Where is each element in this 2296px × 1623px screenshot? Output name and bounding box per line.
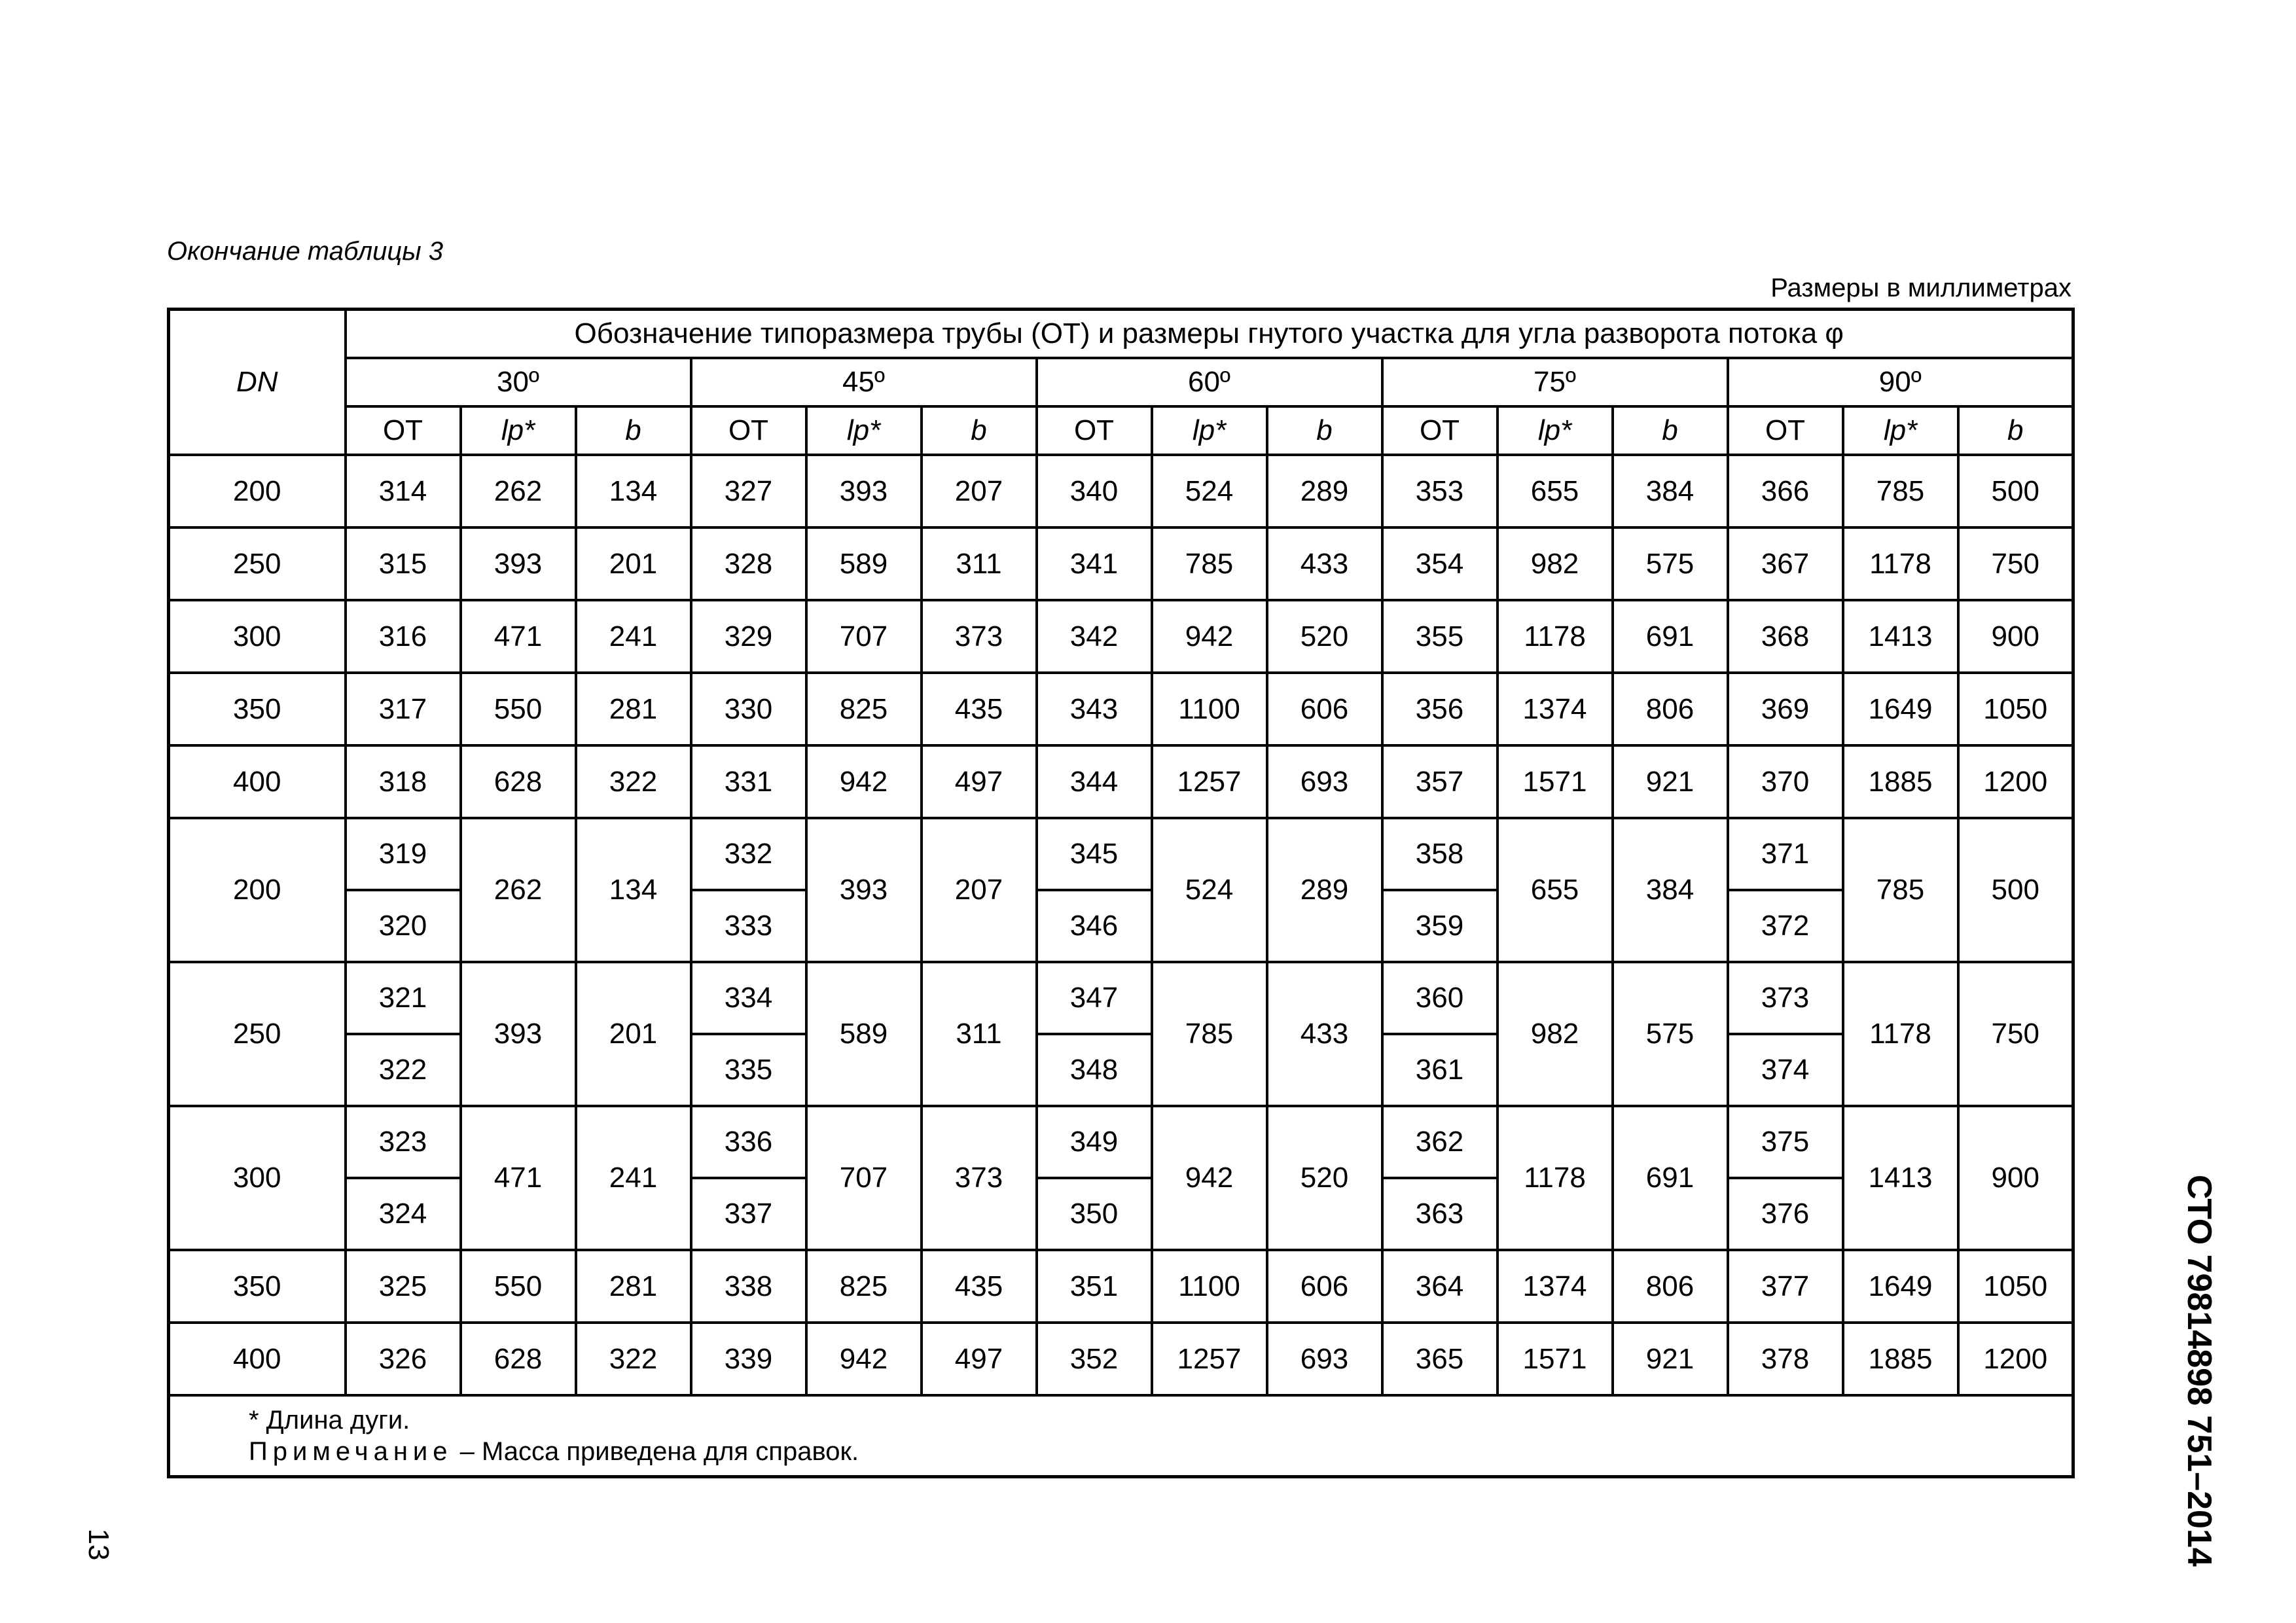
sub-header-b: b	[576, 406, 691, 455]
table-row	[169, 1106, 2073, 1178]
ot-cell: 363	[1382, 1178, 1498, 1250]
sub-header-lp: lp*	[806, 406, 922, 455]
table-row	[169, 527, 2073, 600]
b-cell: 900	[1958, 1106, 2073, 1250]
b-cell: 207	[922, 455, 1037, 527]
lp-cell: 785	[1843, 818, 1958, 962]
lp-cell: 982	[1498, 962, 1613, 1106]
lp-cell: 1100	[1152, 1250, 1267, 1323]
lp-cell: 1885	[1843, 1323, 1958, 1395]
ot-cell: 356	[1382, 673, 1498, 745]
sub-header-lp: lp*	[1498, 406, 1613, 455]
lp-cell: 628	[461, 745, 576, 818]
sub-header-lp: lp*	[1843, 406, 1958, 455]
b-cell: 289	[1267, 455, 1382, 527]
lp-cell: 1571	[1498, 745, 1613, 818]
angle-header: 90º	[1728, 358, 2073, 406]
lp-cell: 942	[1152, 1106, 1267, 1250]
lp-cell: 524	[1152, 818, 1267, 962]
lp-cell: 785	[1152, 962, 1267, 1106]
lp-cell: 1374	[1498, 673, 1613, 745]
b-cell: 311	[922, 527, 1037, 600]
ot-cell: 326	[346, 1323, 461, 1395]
table-row	[169, 818, 2073, 890]
b-cell: 435	[922, 1250, 1037, 1323]
ot-cell: 331	[691, 745, 806, 818]
ot-cell: 322	[346, 1034, 461, 1106]
sub-header-row	[169, 406, 2073, 455]
b-cell: 281	[576, 1250, 691, 1323]
sub-header-ot: ОТ	[691, 406, 806, 455]
lp-cell: 707	[806, 1106, 922, 1250]
b-cell: 750	[1958, 527, 2073, 600]
lp-cell: 825	[806, 673, 922, 745]
table-row	[169, 1178, 2073, 1250]
b-cell: 289	[1267, 818, 1382, 962]
note-label: Примечание	[249, 1437, 453, 1466]
table-notes	[169, 1395, 2073, 1477]
lp-cell: 393	[806, 818, 922, 962]
ot-cell: 318	[346, 745, 461, 818]
ot-cell: 342	[1037, 600, 1152, 673]
b-cell: 433	[1267, 962, 1382, 1106]
lp-cell: 1178	[1498, 1106, 1613, 1250]
ot-cell: 328	[691, 527, 806, 600]
sub-header-b: b	[1613, 406, 1728, 455]
b-cell: 691	[1613, 600, 1728, 673]
table-row	[169, 1034, 2073, 1106]
note-text: – Масса приведена для справок.	[452, 1437, 859, 1466]
lp-cell: 1178	[1843, 962, 1958, 1106]
table-row	[169, 1323, 2073, 1395]
document-code: СТО 79814898 751–2014	[2180, 1175, 2218, 1567]
ot-cell: 348	[1037, 1034, 1152, 1106]
b-cell: 435	[922, 673, 1037, 745]
b-cell: 500	[1958, 818, 2073, 962]
b-cell: 241	[576, 1106, 691, 1250]
angle-header: 60º	[1037, 358, 1382, 406]
b-cell: 1050	[1958, 673, 2073, 745]
ot-cell: 366	[1728, 455, 1843, 527]
dn-cell: 200	[169, 818, 346, 962]
b-cell: 806	[1613, 1250, 1728, 1323]
dn-cell: 350	[169, 673, 346, 745]
lp-cell: 524	[1152, 455, 1267, 527]
b-cell: 606	[1267, 673, 1382, 745]
lp-cell: 655	[1498, 455, 1613, 527]
lp-cell: 707	[806, 600, 922, 673]
ot-cell: 349	[1037, 1106, 1152, 1178]
sub-header-lp: lp*	[461, 406, 576, 455]
b-cell: 134	[576, 818, 691, 962]
b-cell: 921	[1613, 745, 1728, 818]
ot-cell: 336	[691, 1106, 806, 1178]
lp-cell: 393	[806, 455, 922, 527]
angle-header: 45º	[691, 358, 1037, 406]
b-cell: 750	[1958, 962, 2073, 1106]
ot-cell: 341	[1037, 527, 1152, 600]
ot-cell: 317	[346, 673, 461, 745]
ot-cell: 362	[1382, 1106, 1498, 1178]
b-cell: 606	[1267, 1250, 1382, 1323]
b-cell: 134	[576, 455, 691, 527]
ot-cell: 333	[691, 890, 806, 962]
b-cell: 384	[1613, 455, 1728, 527]
lp-cell: 589	[806, 962, 922, 1106]
ot-cell: 329	[691, 600, 806, 673]
ot-cell: 375	[1728, 1106, 1843, 1178]
lp-cell: 1257	[1152, 745, 1267, 818]
b-cell: 806	[1613, 673, 1728, 745]
b-cell: 433	[1267, 527, 1382, 600]
dn-cell: 350	[169, 1250, 346, 1323]
ot-cell: 334	[691, 962, 806, 1034]
ot-cell: 378	[1728, 1323, 1843, 1395]
lp-cell: 785	[1152, 527, 1267, 600]
table-row	[169, 962, 2073, 1034]
ot-cell: 330	[691, 673, 806, 745]
ot-cell: 338	[691, 1250, 806, 1323]
lp-cell: 1649	[1843, 673, 1958, 745]
footnote: * Длина дуги.	[249, 1406, 410, 1435]
lp-cell: 1413	[1843, 600, 1958, 673]
b-cell: 322	[576, 745, 691, 818]
lp-cell: 942	[806, 1323, 922, 1395]
ot-cell: 374	[1728, 1034, 1843, 1106]
ot-cell: 368	[1728, 600, 1843, 673]
ot-cell: 316	[346, 600, 461, 673]
b-cell: 900	[1958, 600, 2073, 673]
ot-cell: 354	[1382, 527, 1498, 600]
ot-cell: 357	[1382, 745, 1498, 818]
sub-header-lp: lp*	[1152, 406, 1267, 455]
ot-cell: 339	[691, 1323, 806, 1395]
sub-header-ot: ОТ	[1728, 406, 1843, 455]
ot-cell: 346	[1037, 890, 1152, 962]
lp-cell: 393	[461, 527, 576, 600]
ot-cell: 364	[1382, 1250, 1498, 1323]
ot-cell: 361	[1382, 1034, 1498, 1106]
b-cell: 1050	[1958, 1250, 2073, 1323]
lp-cell: 1885	[1843, 745, 1958, 818]
angle-header: 30º	[346, 358, 691, 406]
b-cell: 241	[576, 600, 691, 673]
b-cell: 207	[922, 818, 1037, 962]
ot-cell: 343	[1037, 673, 1152, 745]
dn-cell: 300	[169, 600, 346, 673]
b-cell: 201	[576, 962, 691, 1106]
ot-cell: 319	[346, 818, 461, 890]
ot-cell: 327	[691, 455, 806, 527]
lp-cell: 825	[806, 1250, 922, 1323]
table-row	[169, 890, 2073, 962]
b-cell: 497	[922, 1323, 1037, 1395]
ot-cell: 345	[1037, 818, 1152, 890]
lp-cell: 471	[461, 600, 576, 673]
ot-cell: 315	[346, 527, 461, 600]
b-cell: 384	[1613, 818, 1728, 962]
ot-cell: 347	[1037, 962, 1152, 1034]
angle-header: 75º	[1382, 358, 1728, 406]
ot-cell: 337	[691, 1178, 806, 1250]
b-cell: 520	[1267, 600, 1382, 673]
b-cell: 520	[1267, 1106, 1382, 1250]
lp-cell: 550	[461, 1250, 576, 1323]
lp-cell: 785	[1843, 455, 1958, 527]
dn-cell: 200	[169, 455, 346, 527]
ot-cell: 353	[1382, 455, 1498, 527]
b-cell: 500	[1958, 455, 2073, 527]
dn-cell: 400	[169, 745, 346, 818]
ot-cell: 351	[1037, 1250, 1152, 1323]
table-row	[169, 745, 2073, 818]
ot-cell: 376	[1728, 1178, 1843, 1250]
lp-cell: 1374	[1498, 1250, 1613, 1323]
b-cell: 311	[922, 962, 1037, 1106]
sub-header-b: b	[1958, 406, 2073, 455]
lp-cell: 1649	[1843, 1250, 1958, 1323]
ot-cell: 371	[1728, 818, 1843, 890]
lp-cell: 262	[461, 455, 576, 527]
page-number: 13	[82, 1528, 115, 1561]
ot-cell: 320	[346, 890, 461, 962]
b-cell: 693	[1267, 1323, 1382, 1395]
lp-cell: 628	[461, 1323, 576, 1395]
lp-cell: 942	[1152, 600, 1267, 673]
ot-cell: 372	[1728, 890, 1843, 962]
b-cell: 322	[576, 1323, 691, 1395]
b-cell: 691	[1613, 1106, 1728, 1250]
table-row	[169, 673, 2073, 745]
b-cell: 281	[576, 673, 691, 745]
dn-cell: 250	[169, 527, 346, 600]
ot-cell: 365	[1382, 1323, 1498, 1395]
units-note: Размеры в миллиметрах	[1770, 274, 2072, 302]
b-cell: 201	[576, 527, 691, 600]
lp-cell: 982	[1498, 527, 1613, 600]
table-row	[169, 1250, 2073, 1323]
ot-cell: 350	[1037, 1178, 1152, 1250]
sub-header-ot: ОТ	[1037, 406, 1152, 455]
ot-cell: 344	[1037, 745, 1152, 818]
lp-cell: 942	[806, 745, 922, 818]
main-header: Обозначение типоразмера трубы (ОТ) и размеры гнутого участка для угла разворота потока φ	[346, 310, 2073, 359]
dn-cell: 250	[169, 962, 346, 1106]
ot-cell: 325	[346, 1250, 461, 1323]
ot-cell: 314	[346, 455, 461, 527]
ot-cell: 352	[1037, 1323, 1152, 1395]
b-cell: 921	[1613, 1323, 1728, 1395]
lp-cell: 1178	[1843, 527, 1958, 600]
lp-cell: 393	[461, 962, 576, 1106]
lp-cell: 589	[806, 527, 922, 600]
table-row	[169, 455, 2073, 527]
sub-header-b: b	[922, 406, 1037, 455]
dn-cell: 400	[169, 1323, 346, 1395]
sub-header-ot: ОТ	[1382, 406, 1498, 455]
ot-cell: 373	[1728, 962, 1843, 1034]
table-row	[169, 600, 2073, 673]
b-cell: 693	[1267, 745, 1382, 818]
ot-cell: 335	[691, 1034, 806, 1106]
lp-cell: 471	[461, 1106, 576, 1250]
ot-cell: 332	[691, 818, 806, 890]
lp-cell: 1571	[1498, 1323, 1613, 1395]
table-caption: Окончание таблицы 3	[167, 237, 444, 266]
ot-cell: 369	[1728, 673, 1843, 745]
b-cell: 373	[922, 1106, 1037, 1250]
table-body	[169, 455, 2073, 1395]
ot-cell: 377	[1728, 1250, 1843, 1323]
lp-cell: 1100	[1152, 673, 1267, 745]
sub-header-ot: ОТ	[346, 406, 461, 455]
lp-cell: 550	[461, 673, 576, 745]
lp-cell: 1178	[1498, 600, 1613, 673]
note	[249, 1436, 2072, 1467]
b-cell: 575	[1613, 962, 1728, 1106]
ot-cell: 367	[1728, 527, 1843, 600]
b-cell: 373	[922, 600, 1037, 673]
lp-cell: 1257	[1152, 1323, 1267, 1395]
b-cell: 575	[1613, 527, 1728, 600]
dn-cell: 300	[169, 1106, 346, 1250]
dn-header: DN	[169, 310, 346, 455]
ot-cell: 321	[346, 962, 461, 1034]
ot-cell: 340	[1037, 455, 1152, 527]
ot-cell: 355	[1382, 600, 1498, 673]
ot-cell: 359	[1382, 890, 1498, 962]
ot-cell: 324	[346, 1178, 461, 1250]
b-cell: 1200	[1958, 1323, 2073, 1395]
dimensions-table	[167, 308, 2075, 1478]
b-cell: 1200	[1958, 745, 2073, 818]
ot-cell: 360	[1382, 962, 1498, 1034]
sub-header-b: b	[1267, 406, 1382, 455]
ot-cell: 323	[346, 1106, 461, 1178]
ot-cell: 358	[1382, 818, 1498, 890]
b-cell: 497	[922, 745, 1037, 818]
ot-cell: 370	[1728, 745, 1843, 818]
lp-cell: 262	[461, 818, 576, 962]
lp-cell: 1413	[1843, 1106, 1958, 1250]
lp-cell: 655	[1498, 818, 1613, 962]
